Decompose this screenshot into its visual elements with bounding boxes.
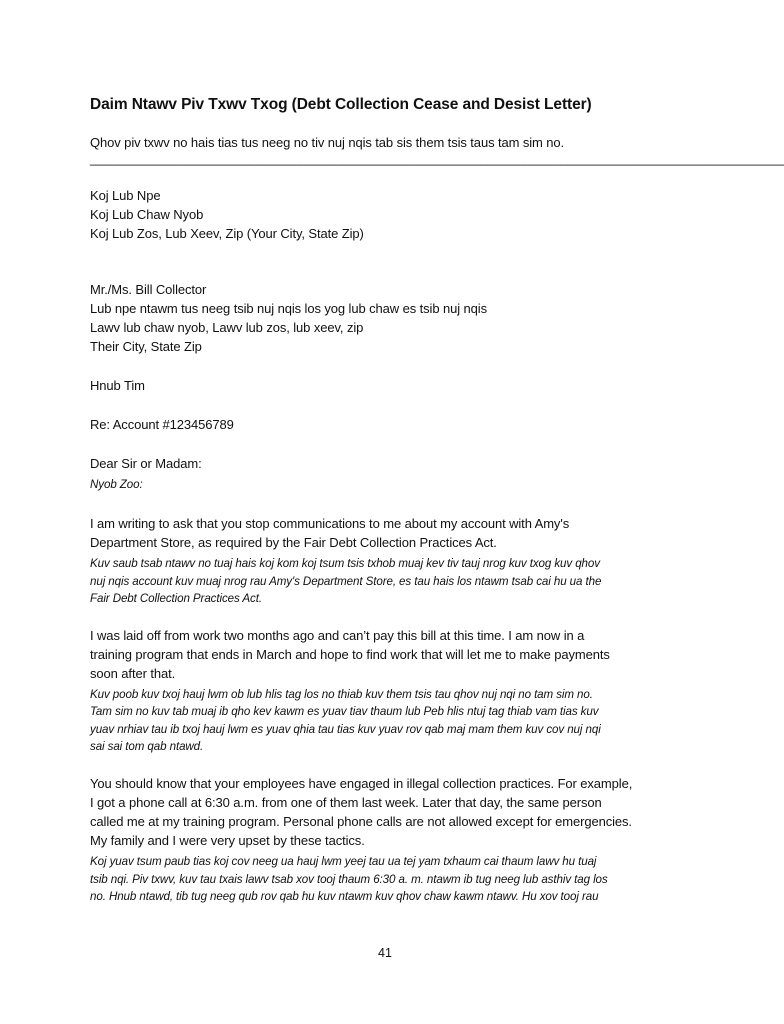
recipient-name: Mr./Ms. Bill Collector	[90, 282, 207, 297]
text-line: tsib nqi. Piv txwv, kuv tau txais lawv tsab xov tooj thaum 6:30 a. m. ntawm ib tug neeg lub asthiv tag los	[90, 872, 608, 886]
text-line: soon after that.	[90, 666, 176, 682]
letter-body	[90, 94, 784, 905]
paragraph-3-english	[90, 774, 690, 850]
spacer	[90, 166, 690, 186]
text-line: training program that ends in March and hope to find work that will let me to make payments	[90, 647, 610, 663]
text-line: Kuv poob kuv txoj hauj lwm ob lub hlis tag los no thiab kuv them tsis tau qhov nuj nqi no tam sim no.	[90, 688, 593, 702]
text-line: Kuv saub tsab ntawv no tuaj hais koj kom koj tsum tsis txhob muaj kev tiv tauj nrog kuv txog kuv qhov	[90, 557, 600, 571]
text-line: My family and I were very upset by these tactics.	[90, 833, 365, 849]
text-line: Tam sim no kuv tab muaj ib qho kev kawm es yuav tiav thaum lub Peb hlis ntuj tag thiab vam tias kuv	[90, 705, 599, 719]
document-title: Daim Ntawv Piv Txwv Txog (Debt Collection Cease and Desist Letter)	[90, 96, 592, 113]
paragraph-2-english	[90, 626, 690, 683]
spacer	[90, 434, 690, 454]
sender-block	[90, 186, 690, 243]
paragraph-2-hmong	[90, 686, 690, 755]
spacer	[90, 243, 690, 280]
page-number: 41	[378, 946, 392, 960]
intro-text: Qhov piv txwv no hais tias tus neeg no tiv nuj nqis tab sis them tsis taus tam sim no.	[90, 135, 565, 150]
text-line: Department Store, as required by the Fair Debt Collection Practices Act.	[90, 535, 497, 551]
text-line: yuav nrhiav tau ib txoj hauj lwm es yuav qhia tau tias kuv yuav rov qab maj mam them kuv cov nuj nqi	[90, 722, 601, 736]
recipient-block	[90, 280, 690, 356]
spacer	[90, 356, 690, 376]
salutation-hmong: Nyob Zoo:	[90, 478, 143, 491]
recipient-org: Lub npe ntawm tus neeg tsib nuj nqis los yog lub chaw es tsib nuj nqis	[90, 301, 487, 316]
text-line: I was laid off from work two months ago and can’t pay this bill at this time. I am now in a	[90, 628, 585, 644]
paragraph-3-hmong	[90, 853, 690, 905]
text-line: nuj nqis account kuv muaj nrog rau Amy's Department Store, es tau hais los ntawm tsab cai hu ua the	[90, 574, 602, 588]
text-line: no. Hnub ntawd, tib tug neeg qub rov qab hu kuv ntawm kuv qhov chaw kawm ntawv. Hu xov tooj rau	[90, 889, 599, 903]
spacer	[90, 607, 690, 626]
spacer	[90, 395, 690, 415]
spacer	[90, 755, 690, 774]
text-line: Fair Debt Collection Practices Act.	[90, 591, 262, 605]
separator-line: ________________________________________________________________________________________________	[90, 151, 784, 166]
recipient-city: Their City, State Zip	[90, 339, 202, 354]
reference-line: Re: Account #123456789	[90, 417, 234, 432]
sender-name: Koj Lub Npe	[90, 188, 161, 203]
spacer	[90, 493, 690, 514]
text-line: I got a phone call at 6:30 a.m. from one of them last week. Later that day, the same person	[90, 795, 602, 811]
sender-address: Koj Lub Chaw Nyob	[90, 207, 204, 222]
text-line: You should know that your employees have engaged in illegal collection practices. For example,	[90, 776, 633, 792]
sender-city: Koj Lub Zos, Lub Xeev, Zip (Your City, State Zip)	[90, 226, 364, 241]
text-line: sai sai tom qab ntawd.	[90, 740, 204, 754]
salutation: Dear Sir or Madam:	[90, 456, 202, 471]
text-line: called me at my training program. Personal phone calls are not allowed except for emergencies.	[90, 814, 632, 830]
text-line: I am writing to ask that you stop communications to me about my account with Amy's	[90, 516, 570, 532]
recipient-address: Lawv lub chaw nyob, Lawv lub zos, lub xeev, zip	[90, 320, 364, 335]
paragraph-1-english	[90, 514, 690, 552]
text-line: Koj yuav tsum paub tias koj cov neeg ua hauj lwm yeej tau ua tej yam txhaum cai thaum lawv hu tuaj	[90, 855, 597, 869]
paragraph-1-hmong	[90, 555, 690, 607]
letter-date: Hnub Tim	[90, 378, 145, 393]
